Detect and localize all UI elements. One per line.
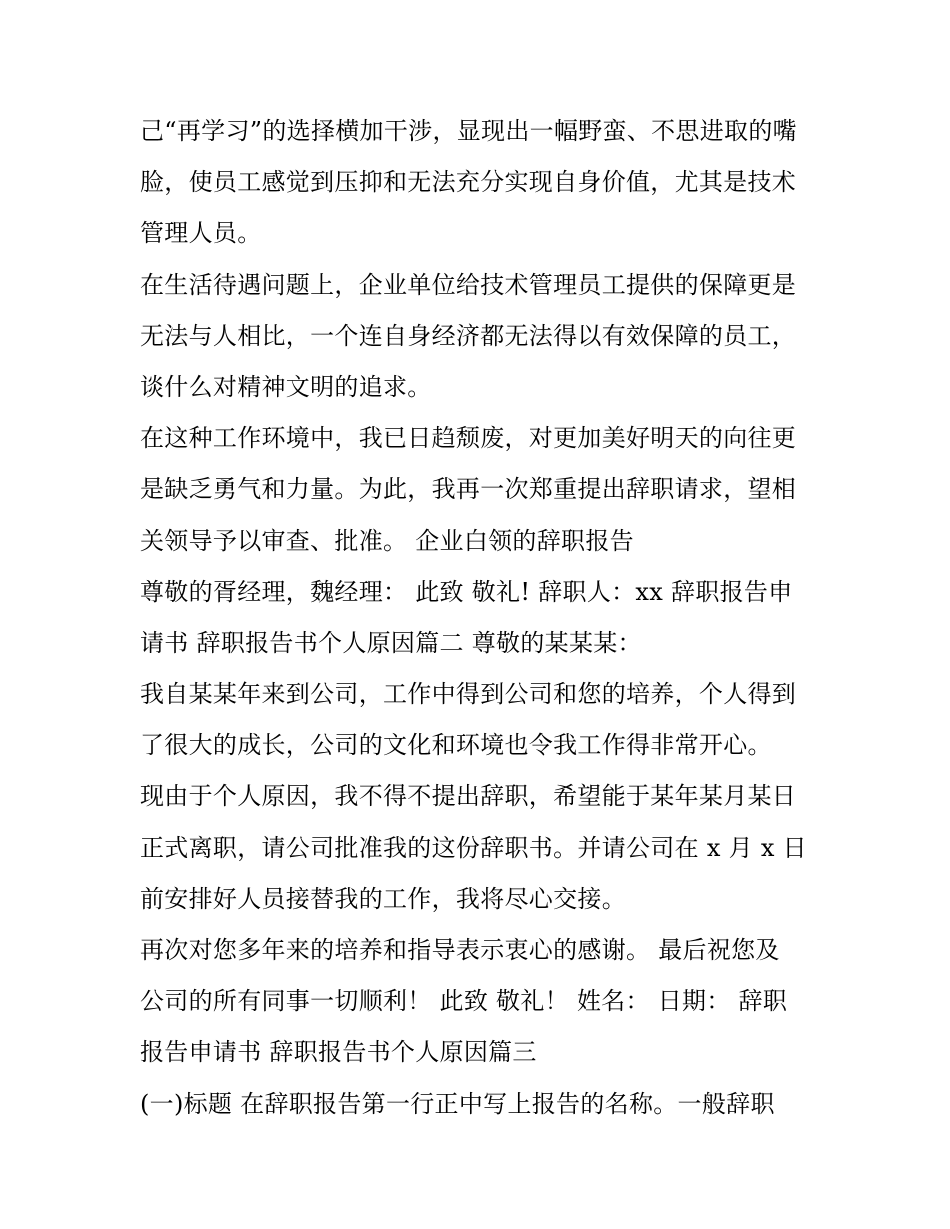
text-line: 管理人员。 bbox=[140, 219, 262, 248]
text-line: 己“再学习”的选择横加干涉，显现出一幅野蛮、不思进取的嘴 bbox=[140, 117, 797, 145]
text-line: 现由于个人原因，我不得不提出辞职，希望能于某年某月某日 bbox=[140, 782, 797, 811]
text-line: 再次对您多年来的培养和指导表示衷心的感谢。 最后祝您及 bbox=[140, 936, 780, 964]
text-line: 请书 辞职报告书个人原因篇二 尊敬的某某某： bbox=[140, 628, 642, 657]
text-line: 尊敬的胥经理，魏经理： 此致 敬礼! 辞职人：xx 辞职报告申 bbox=[140, 577, 793, 606]
text-line: 正式离职，请公司批准我的这份辞职书。并请公司在 x 月 x 日 bbox=[140, 833, 807, 862]
text-line: 是缺乏勇气和力量。为此，我再一次郑重提出辞职请求，望相 bbox=[140, 475, 797, 504]
text-line: 在生活待遇问题上，企业单位给技术管理员工提供的保障更是 bbox=[140, 270, 797, 299]
document-body bbox=[140, 106, 830, 1130]
text-line: 报告申请书 辞职报告书个人原因篇三 bbox=[140, 1038, 537, 1067]
text-line: 前安排好人员接替我的工作，我将尽心交接。 bbox=[140, 884, 626, 913]
text-line: 脸，使员工感觉到压抑和无法充分实现自身价值，尤其是技术 bbox=[140, 168, 797, 197]
text-line: 公司的所有同事一切顺利！ 此致 敬礼！ 姓名： 日期： 辞职 bbox=[140, 987, 788, 1016]
text-line: 了很大的成长，公司的文化和环境也令我工作得非常开心。 bbox=[140, 731, 772, 760]
text-line: 关领导予以审查、批准。 企业白领的辞职报告 bbox=[140, 526, 634, 555]
text-line: 在这种工作环境中，我已日趋颓废，对更加美好明天的向往更 bbox=[140, 424, 797, 453]
text-line: 谈什么对精神文明的追求。 bbox=[140, 372, 432, 401]
text-line: (一)标题 在辞职报告第一行正中写上报告的名称。一般辞职 bbox=[140, 1089, 775, 1118]
text-line: 我自某某年来到公司，工作中得到公司和您的培养，个人得到 bbox=[140, 680, 797, 709]
text-line: 无法与人相比，一个连自身经济都无法得以有效保障的员工， bbox=[140, 321, 797, 350]
